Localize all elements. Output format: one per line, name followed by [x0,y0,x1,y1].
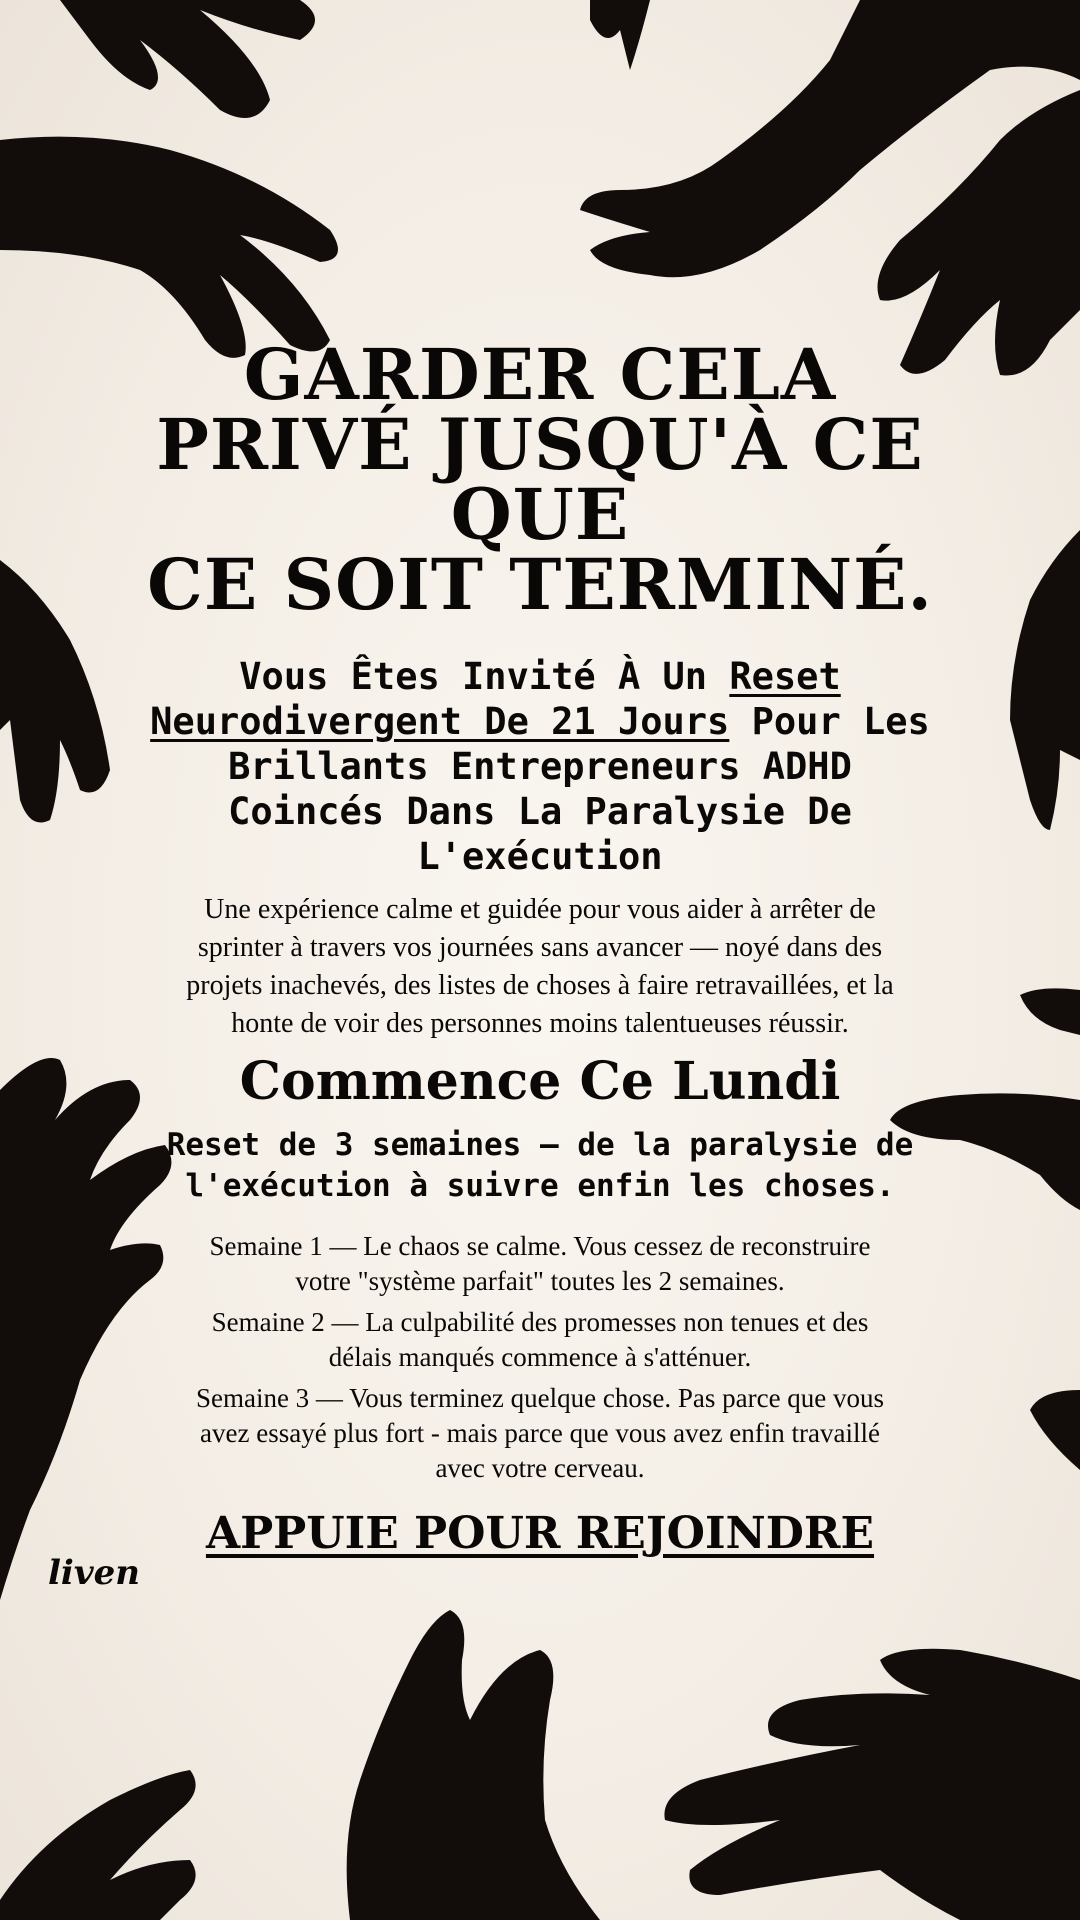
week-item: Semaine 2 — La culpabilité des promesses non tenues et des délais manqués commence à s'atténuer. [211,1307,869,1372]
brand-logo: liven [48,1553,140,1593]
reset-subtitle: Reset de 3 semaines — de la paralysie de l'exécution à suivre enfin les choses. [166,1127,914,1204]
headline-line-2: PRIVÉ JUSQU'À CE QUE [156,403,924,556]
hand-left-lower [0,1058,171,1600]
invite-program-link: Reset Neurodivergent De 21 Jours [150,655,841,743]
hand-top-left [0,0,338,358]
hand-bottom-center [347,1610,600,1920]
week-item: Semaine 1 — Le chaos se calme. Vous cessez de reconstruire votre "système parfait" toutes les 2 semaines. [209,1231,871,1296]
headline [90,333,990,626]
invite-prefix: Vous Êtes Invité À Un [239,655,730,698]
week-item: Semaine 3 — Vous terminez quelque chose. Pas parce que vous avez essayé plus fort - mais parce que vous avez enfin travaillé avec votre cerveau. [195,1383,885,1483]
invite-heading [150,654,930,879]
hand-bottom-right [664,1649,1080,1920]
description: Une expérience calme et guidée pour vous aider à arrêter de sprinter à travers vos journées sans avancer — noyé dans des projets inachevés, des listes de choses à faire retravaillées, et la honte de voir des personnes moins talentueuses réussir. [186,894,894,1039]
headline-line-3: CE SOIT TERMINÉ. [147,543,933,626]
start-label: Commence Ce Lundi [239,1051,841,1112]
hand-bottom-left [0,1770,196,1920]
hand-top-right [580,0,1080,376]
main-content [147,333,933,1562]
join-button[interactable]: APPUIE POUR REJOINDRE [205,1508,875,1559]
headline-line-1: GARDER CELA [243,333,837,416]
invite-suffix: Pour Les Brillants Entrepreneurs ADHD Coincés Dans La Paralysie De L'exécution [228,700,930,878]
